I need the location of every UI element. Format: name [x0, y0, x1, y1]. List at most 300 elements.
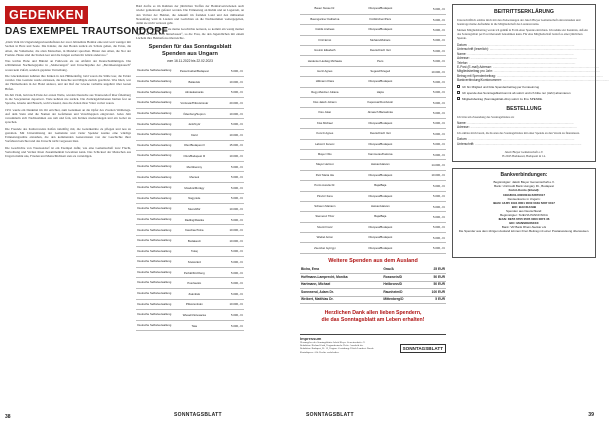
donation-amount: 5.000,- Ft — [216, 320, 244, 331]
donation-amount: 5.000,- Ft — [216, 257, 244, 268]
donation-place: Mittenberg/D — [382, 296, 420, 304]
donation-title — [136, 44, 244, 58]
donation-amount: 5.000,- Ft — [216, 246, 244, 257]
donation-amount: 5.000,- Ft — [411, 233, 446, 243]
declaration-text: Meinen Mitgliedsbeitrag werde ich gemäß in Form einer Spende entrichten. Ich nehme zur Kenntnis, daß ein das Sonntagsblatt per Post übersandt bekommen kann. Für eine Mitgliedschaft bedarf es einer jährlichen Spende. — [457, 28, 588, 40]
donation-row — [300, 160, 446, 170]
donation-row — [136, 108, 244, 119]
donation-amount: 5.000,- Ft — [411, 98, 446, 108]
donation-donor: Deutsche Selbstverwaltung — [136, 66, 173, 77]
donation-row — [136, 193, 244, 204]
donation-amount: 10.000,- Ft — [216, 108, 244, 119]
donation-place: Fünfkirchen/Pécs — [350, 14, 411, 24]
donation-place: Hajós — [350, 87, 411, 97]
donation-amount: 5.000,- Ft — [411, 222, 446, 232]
donation-amount: 5.000,- Ft — [216, 183, 244, 194]
donation-place: Perbál/Kirchberg — [173, 267, 216, 278]
form-field-line[interactable]: ........................................................................................................................ — [469, 125, 577, 130]
thanks-line: die das Sonntagsblatt am Leben erhalten! — [321, 316, 425, 323]
donation-row — [300, 129, 446, 139]
donation-donor: Deutsche Selbstverwaltung — [136, 98, 173, 109]
donation-donor: Deutsche Selbstverwaltung — [136, 204, 173, 215]
bank-line: 10918001-00000049-52870017 — [502, 192, 546, 197]
donation-place: Szekszárd — [173, 257, 216, 268]
article-paragraph: Bald durfte es im Rahmen der jährlichen Treffen der Heimatvertriebenen auch wieder gemeinsam gefeiert werden. Die Erinnerung an Ruhm und an Lagerzeit, an den Verlust der Heimat, die Ankunft im fremden Land und den mühsamen Neuanfang wird in Liedern und Gedichten an die Nachkommen weitergegeben, damit sie nicht verloren geht. — [136, 4, 244, 25]
donation-donor: Deutsche Selbstverwaltung — [136, 225, 173, 236]
donation-row — [300, 222, 446, 232]
order-fields — [457, 121, 591, 130]
donation-donor: Deutsche Selbstverwaltung — [136, 310, 173, 321]
checkbox-icon[interactable] — [457, 91, 460, 94]
bank-line: IBAN: DE55 6705 0505 0000 0873 36 — [498, 217, 550, 222]
donation-row — [300, 139, 446, 149]
donation-row — [300, 56, 446, 66]
donation-amount: 15.000,- Ft — [216, 140, 244, 151]
donation-amount: 5.000,- Ft — [216, 193, 244, 204]
form-field-line[interactable]: ........................................................................................................................ — [466, 51, 574, 56]
donation-amount: 5.000,- Ft — [411, 14, 446, 24]
donation-donor: Kiss Jolan — [300, 108, 350, 118]
donation-place: Kaschau/Tolna — [173, 225, 216, 236]
donation-amount: 14.000,- Ft — [411, 160, 446, 170]
donation-donor: Baumgartner Katharina — [300, 14, 350, 24]
donation-row — [136, 246, 244, 257]
donation-place: Ofen/Budapest II — [173, 140, 216, 151]
donation-place: Baja/Baja — [350, 181, 411, 191]
donation-amount: 10.000,- Ft — [216, 130, 244, 141]
order-text: Ich erkläre mich bereit, die Kosten des Sonntagsblattes mit einer Spende an den Verein zu finanzieren. — [457, 131, 580, 136]
donation-place: Vörösvár/Pilisvörösvár — [173, 98, 216, 109]
bank-line: Bank: UniCredit Bank Hungary Rt., Budapest — [494, 184, 554, 189]
donation-amount: 5.000,- Ft — [411, 25, 446, 35]
form-field-line[interactable]: ........................................................................................................................ — [467, 137, 575, 142]
donation-row — [300, 181, 446, 191]
donation-amount: 5.000,- Ft — [216, 119, 244, 130]
thanks-line: Herzlichen Dank allen lieben Spendern, — [324, 310, 422, 317]
declaration-text: Unterschriftlich erkläre mich mit den Zielsetzungen der Jakob Bleyer Gemeinschaft einverstanden und beantrage meine Aufnahme in die Mitgliedschaft des Landesvereins. — [457, 18, 581, 26]
donation-amount: 10.000,- Ft — [216, 236, 244, 247]
donation-row — [300, 77, 446, 87]
donation-amount: 5.000,- Ft — [411, 118, 446, 128]
donation-amount: 25 EUR — [420, 266, 446, 274]
bank-line: Begünstigter: Jakob Bleyer Gemeinschaft e.V. — [493, 180, 555, 185]
form-field[interactable] — [457, 125, 591, 129]
donation-place: Wiesel/Vértesacsa — [173, 310, 216, 321]
article-paragraph: Die Geschichte von Trautsondorf ist ein Exempel dafür, wie eine Gemeinschaft trotz Flucht, Vertreibung und Verlust ihren Zusammenhalt bewahren kann. Das Schicksal der Menschen aus Ungarn mahnt uns, Frieden und Menschlichkeit stets zu verteidigen. — [5, 145, 131, 158]
donation-place: Nagyréde — [173, 193, 216, 204]
donation-amount: 10.000,- Ft — [216, 204, 244, 215]
donation-place: Ofenpest/Budapest — [350, 25, 411, 35]
donation-amount: 5.000,- Ft — [411, 129, 446, 139]
donation-donor: Hertz Agnes — [300, 66, 350, 76]
donation-title-line: Spenden für das Sonntagsblatt — [148, 44, 232, 50]
option-label: Mitgliedsbeitrag (Sonntagsblatt-Abo) sofort zu Ihre SPENDE. — [462, 96, 543, 101]
bank-details — [452, 168, 596, 258]
form-field-label: Adresse: — [457, 56, 470, 61]
bank-title: Bankverbindungen: — [500, 172, 548, 179]
donation-amount: 5 EUR — [420, 296, 446, 304]
donation-row — [136, 214, 244, 225]
donation-donor: Deutsche Selbstverwaltung — [136, 288, 173, 299]
impressum-logo-block — [376, 337, 446, 355]
donation-donor: Deutsche Selbstverwaltung — [136, 161, 173, 172]
bank-lines — [457, 180, 591, 233]
donation-row — [300, 170, 446, 180]
impressum-body: Herausgeber des Sonntagsblatts: Jakob Bleyer Gemeinschaft e.V. Redaktion: Richard Guth, Ungarndeutsche Hefte. Anschrift der Redaktion: Budapest, Pf. 12, Ungarn. Gestaltung: Ulrich Lambert. Druck: Kontaktpress. Alle Rechte vorbehalten. — [300, 340, 374, 354]
bank-line: BIC: MANSDE66XXX — [509, 221, 539, 226]
donation-place: Hatvan/Hatvan — [350, 201, 411, 211]
donation-amount: 10.000,- Ft — [216, 151, 244, 162]
donation-donor: Heidenier Hedwig Michaela — [300, 56, 350, 66]
donation-donor: Bicha, Erna — [300, 266, 382, 274]
form-field-label: E-Post (E-mail) Adresse: — [457, 65, 492, 70]
donation-row — [136, 130, 244, 141]
donation-amount: 5.000,- Ft — [411, 201, 446, 211]
form-field-label: Name: — [457, 51, 467, 56]
donation-donor: Deutsche Selbstverwaltung — [136, 193, 173, 204]
donation-row — [136, 151, 244, 162]
donation-row — [136, 77, 244, 88]
donation-amount: 50 EUR — [420, 273, 446, 281]
donation-place: Pesterzsébet/Budapest — [173, 66, 216, 77]
option-checkbox[interactable] — [457, 91, 591, 95]
order-title: BESTELLUNG — [506, 105, 542, 112]
form-field-label: Unterschrift: — [457, 141, 475, 146]
donation-donor: Hoffmann-Lamprecht, Monika — [300, 273, 382, 281]
donation-row — [136, 310, 244, 321]
donation-amount: 5.000,- Ft — [411, 108, 446, 118]
donation-row — [300, 296, 446, 304]
donation-place: Tokaj — [173, 246, 216, 257]
donation-place: Mohács/Mohács — [350, 35, 411, 45]
form-field-label: Adresse: — [457, 125, 470, 130]
donation-amount: 5.000,- Ft — [411, 212, 446, 222]
donation-amount: 5.000,- Ft — [411, 149, 446, 159]
donation-donor: Hartmann, Michael — [300, 281, 382, 289]
donation-donor: Deutsche Selbstverwaltung — [136, 77, 173, 88]
association-address: Jakob Bleyer Gemeinschaft e.V. H-2045 Budakeszi, Budapesti út 14. — [502, 150, 546, 159]
donation-row — [300, 14, 446, 24]
donation-place: Jerk/Győr — [173, 119, 216, 130]
donation-row — [300, 212, 446, 222]
bank-line: Spenden aus Deutschland: — [505, 208, 543, 213]
donation-donor: Deutsche Selbstverwaltung — [136, 108, 173, 119]
donation-amount: 5.000,- Ft — [216, 288, 244, 299]
donation-place: Kázd — [173, 130, 216, 141]
checkbox-icon[interactable] — [457, 97, 460, 100]
option-checkbox[interactable] — [457, 97, 591, 101]
donation-place: Hatvan/Hatvan — [350, 160, 411, 170]
donation-row — [300, 46, 446, 56]
form-field-label: Datum: — [457, 43, 468, 47]
donation-period: vom 16.11.2022 bis 22.02.2023 — [167, 59, 213, 63]
declaration-fields — [457, 43, 609, 83]
abroad-title: Weitere Spenden aus dem Ausland — [328, 257, 418, 264]
donation-row — [300, 201, 446, 211]
donation-donor: Kiss Jakob Johann — [300, 98, 350, 108]
donation-amount: 5.000,- Ft — [411, 56, 446, 66]
donation-row — [136, 278, 244, 289]
donation-row — [136, 236, 244, 247]
donation-row — [300, 108, 446, 118]
article-headline: DAS EXEMPEL TRAUTSONDORF — [5, 26, 168, 37]
order-fields — [457, 137, 591, 146]
footer-masthead: SONNTAGSBLATT — [174, 412, 222, 418]
article-paragraph: Die Freunde des Kulturvereins halfen tatkräftig mit, die Gedenkstätte zu pflegen und neu zu gestalten. Mit Unterstützung der Gemeinde und vieler Spender konnte eine würdige Erinnerungsstätte entstehen, die den kommenden Generationen von der Geschichte ihrer Vorfahren berichtet und das Unrecht nicht vergessen lässt. — [5, 126, 131, 144]
footer-masthead: SONNTAGSBLATT — [306, 412, 354, 418]
impressum — [300, 334, 446, 355]
donation-subtitle-line: Spenden aus Ungarn — [162, 51, 218, 57]
donation-place: Ofenpest/Budapest — [350, 118, 411, 128]
donation-column-individuals — [300, 4, 446, 420]
donation-row — [136, 225, 244, 236]
donation-amount: 5.000,- Ft — [411, 243, 446, 253]
donation-amount: 50 EUR — [420, 281, 446, 289]
donation-donor: Deutsche Selbstverwaltung — [136, 130, 173, 141]
form-field-label: Datum: — [457, 137, 468, 142]
donation-donor: Laborcz Ferenc — [300, 139, 350, 149]
impressum-label: Impressum — [300, 335, 322, 341]
donation-place: Ofenpest/Budapest — [350, 77, 411, 87]
donation-row — [300, 98, 446, 108]
donation-place: Budakeszi — [173, 236, 216, 247]
donation-row — [300, 35, 446, 45]
donation-amount: 10.000,- Ft — [216, 77, 244, 88]
donation-row — [300, 273, 446, 281]
donation-amount: 5.000,- Ft — [411, 181, 446, 191]
option-label: Ich bin Mitglied und bitte Spendenbeitrag per Kontoeinzug — [462, 84, 540, 89]
donation-donor: Deutsche Selbstverwaltung — [136, 257, 173, 268]
form-field[interactable] — [457, 142, 591, 146]
form-field-line[interactable]: ........................................................................................................................ — [501, 78, 609, 83]
donation-row — [136, 172, 244, 183]
donation-place: Ofenpest/Budapest — [350, 222, 411, 232]
donation-amount: 5.000,- Ft — [216, 172, 244, 183]
form-field-label: Betrag mit Spendenbeitrag: — [457, 73, 496, 78]
donation-donor: Deutsche Selbstverwaltung — [136, 87, 173, 98]
form-field-label: Telefon: — [457, 60, 469, 65]
donation-amount: 5.000,- Ft — [411, 87, 446, 97]
bank-line: Bank: VR Bank Rhein-Neckar eG — [501, 225, 547, 230]
donation-table — [300, 4, 446, 254]
donation-donor: Mayer Helmut — [300, 160, 350, 170]
form-field-line[interactable]: ........................................................................................................................ — [469, 56, 577, 61]
donation-donor: Wiebel Anton — [300, 233, 350, 243]
donation-place: Graz/A — [382, 266, 420, 274]
donation-place: Mecsek — [173, 172, 216, 183]
donation-place: Baja/Baja — [350, 212, 411, 222]
donation-place: Pécs — [350, 56, 411, 66]
sonntagsblatt-logo: SONNTAGSBLATT — [400, 344, 446, 353]
donation-donor: Mayer Otto — [300, 149, 350, 159]
donation-donor: Porcs Aurelie Dr. — [300, 181, 350, 191]
membership-column — [452, 4, 609, 420]
donation-amount: 10.000,- Ft — [411, 170, 446, 180]
donation-place: Raunheim/D — [382, 289, 420, 297]
donation-place: Mezőberény — [173, 161, 216, 172]
form-field-line[interactable]: ........................................................................................................................ — [466, 120, 574, 125]
checkbox-icon[interactable] — [457, 85, 460, 88]
form-field-label: Name: — [457, 120, 467, 125]
donation-place: Ödenburg/Sopron — [173, 108, 216, 119]
donation-amount: 5.000,- Ft — [216, 87, 244, 98]
page-number: 38 — [5, 414, 11, 420]
bank-line: IBAN: HU65 1091 8001 0000 0049 5287 0017 — [493, 200, 555, 205]
donation-donor: Bauer Nusse Dr. — [300, 4, 350, 14]
donation-row — [136, 87, 244, 98]
donation-donor: Kiss Michael — [300, 118, 350, 128]
donation-amount: 5.000,- Ft — [411, 46, 446, 56]
donation-row — [136, 140, 244, 151]
donation-donor: Deutsche Selbstverwaltung — [136, 246, 173, 257]
donation-row — [300, 233, 446, 243]
donation-place: Kammerau/Kalocsa — [350, 149, 411, 159]
donation-donor: Weibert, Matthias Dr. — [300, 296, 382, 304]
donation-amount: 5.000,- Ft — [411, 35, 446, 45]
donation-donor: Deutsche Selbstverwaltung — [136, 119, 173, 130]
donation-row — [136, 204, 244, 215]
form-field-line[interactable]: ........................................................................................................................ — [492, 69, 600, 74]
bank-line: Forint-Konto (Inland): — [508, 188, 540, 193]
donation-donor: Deutsche Selbstverwaltung — [136, 278, 173, 289]
donation-place: Radling/Ratóka — [173, 214, 216, 225]
donation-donor: Sonnwend, Adam Dr. — [300, 289, 382, 297]
donation-place: Ofenpest/Budapest — [350, 191, 411, 201]
donation-amount: 5.000,- Ft — [411, 77, 446, 87]
bank-line: Devisenkonto in Ungarn: — [507, 196, 541, 201]
donation-amount: 5.000,- Ft — [216, 214, 244, 225]
option-label: Ich spende das Sonntagsblatt kommt ab sofort und ich bitte nur (Jahr) abonnieren — [462, 90, 571, 95]
donation-row — [300, 87, 446, 97]
form-field-line[interactable]: ........................................................................................................................ — [488, 47, 597, 52]
donation-donor: Fritz Ernst — [300, 35, 350, 45]
donation-row — [136, 257, 244, 268]
donation-place: Almáskamarás — [173, 87, 216, 98]
donation-place: Bátaszék — [173, 77, 216, 88]
donation-place: Tata — [173, 320, 216, 331]
form-field-line[interactable]: ........................................................................................................................ — [474, 141, 582, 146]
donation-row — [300, 191, 446, 201]
donation-row — [136, 98, 244, 109]
donation-place: Pusztavám — [173, 278, 216, 289]
donation-amount: 5.000,- Ft — [216, 310, 244, 321]
declaration-title: BEITRITTSERKLÄRUNG — [494, 9, 554, 15]
thanks-message — [300, 310, 446, 323]
article-paragraph: Die Gluckshennen nahmen ihre Küken in den Hühnerkäfig, bald waren die Ställe leer, die Felder verödet. Das Gesinde wurde entlassen, die Knechte und Mägde zurück geschickt. Was blieb, war der Heimatboden in der Hand anderer, und der Ruf der Glocke verhallte ungehört über leeren Höfen. — [5, 73, 131, 91]
donation-donor: Konczi Agnes — [300, 129, 350, 139]
bank-line: BIC: BACXHUHB — [511, 204, 537, 209]
donation-amount: 5.000,- Ft — [216, 278, 244, 289]
page-number: 39 — [588, 412, 594, 418]
donation-donor: Deutsche Selbstverwaltung — [136, 172, 173, 183]
donation-place: Ofenpest/Budapest — [350, 4, 411, 14]
donation-column-hungary — [136, 4, 244, 420]
donation-row — [300, 25, 446, 35]
donation-row — [300, 149, 446, 159]
donation-place: Almasch Bácsalmás — [350, 108, 411, 118]
form-field-line[interactable]: ........................................................................................................................ — [467, 43, 575, 47]
donation-place: Mosdós/Mórágy — [173, 183, 216, 194]
donation-amount: 20.000,- Ft — [216, 98, 244, 109]
donation-row — [136, 320, 244, 331]
donation-place: Mecs/Mör — [173, 204, 216, 215]
donation-place: Heilbronn/D — [382, 281, 420, 289]
article-paragraph: 1951 wurde ein Denkmal im Ort errichtet, zum Gedenken an die Opfer des Zweiten Weltkriegs. Auf dem Stein sind die Namen der Gefallenen und Verschleppten eingraviert. Jedes Jahr versammeln sich Nachkommen aus nah und fern, um Kränze niederzulegen und ein Gebet zu sprechen. — [5, 107, 131, 125]
donation-row — [136, 299, 244, 310]
donation-amount: 10.000,- Ft — [216, 225, 244, 236]
donation-donor: Deutsche Selbstverwaltung — [136, 214, 173, 225]
form-field-line[interactable]: ........................................................................................................................ — [495, 73, 603, 78]
article-body — [5, 40, 131, 158]
donation-place: Deutschisch Veit — [350, 46, 411, 56]
donation-donor: Csiklis Andreas — [300, 25, 350, 35]
article-paragraph: „Dabei ist es nicht, dass sie meine Geschichte notieren, so kommt ein wenig meiner Spuren in dieser Welt hinterlassen“, so die Frau, die den Jugendlichen mit einem Lächeln ihre Heimatfotos überreichte. — [136, 27, 244, 40]
abroad-table — [300, 266, 446, 304]
donation-row — [136, 119, 244, 130]
donation-row — [136, 183, 244, 194]
membership-form — [452, 4, 609, 162]
donation-amount: 5.000,- Ft — [216, 161, 244, 172]
donation-donor: Zsembet Györgyi — [300, 243, 350, 253]
donation-amount: 10.000,- Ft — [216, 299, 244, 310]
form-field-line[interactable]: ........................................................................................................................ — [468, 60, 576, 65]
donation-donor: Schaum Mariann — [300, 201, 350, 211]
donation-donor: Deutsche Selbstverwaltung — [136, 151, 173, 162]
donation-row — [136, 288, 244, 299]
donation-donor: Deutsche Selbstverwaltung — [136, 140, 173, 151]
form-field-label: Mitgliedsbeitrag pro Jahr: — [457, 69, 493, 74]
donation-place: Ofenpest/Budapest — [350, 243, 411, 253]
donation-place: Rosswein/D — [382, 273, 420, 281]
donation-place: Segesd/Szeged — [350, 66, 411, 76]
article-paragraph: „Dem Volk im Ungarlandgewissenhaftsten der zwei Jahrzehnte Heimat eine und weit weniger mit Sachen in Herz und Seele. Die Kinder, die den Boden zurück als Schule gehen, die Ernte, die Alten, die Volkslieder, die alten Menschen, in Mundart sprechen. Hinter den Alten, die Not der Fremde. Heute sind die Stuben leer und die Jungen suchen ihr Glück anderswo.“ — [5, 40, 131, 57]
donation-row — [300, 266, 446, 274]
donation-row — [136, 267, 244, 278]
donation-donor: Pinvicz Ilona — [300, 191, 350, 201]
donation-donor: Deutsche Selbstverwaltung — [136, 299, 173, 310]
donation-amount: 10.000,- Ft — [411, 66, 446, 76]
donation-place: Ofenpest/Budapest — [350, 139, 411, 149]
donation-place: Pilisszentiván — [173, 299, 216, 310]
form-field-label: Bankverbindung/Kontonummer: — [457, 78, 502, 83]
donation-amount: 100 EUR — [420, 289, 446, 297]
donation-donor: Deutsche Selbstverwaltung — [136, 267, 173, 278]
article-paragraph: Im Juli 1944, bald nach Ende der ersten Welle, wurden Deutsche aus Trautsondorf über Ödenburg in die Sowjetunion deportiert. Viele kehrten nie zurück. Die Zurückgebliebenen hielten fest an Sprache, Glaube und Brauch, wohl wissend, dass die Zeiten ihrer Väter vorbei waren. — [5, 92, 131, 106]
option-checkbox[interactable] — [457, 85, 591, 89]
form-field-label: Unterschrift (leserlich): — [457, 47, 489, 52]
bank-line: Begünstigter: SUEVIA PANNONICA — [500, 213, 548, 218]
donation-donor: Petz Maria Ida — [300, 170, 350, 180]
donation-row — [136, 66, 244, 77]
article-continuation — [136, 4, 244, 40]
donation-row — [300, 289, 446, 297]
donation-donor: Greinin Elisabeth — [300, 46, 350, 56]
donation-amount: 5.000,- Ft — [411, 139, 446, 149]
donation-place: Ofen/Budapest III — [173, 151, 216, 162]
donation-amount: 5.000,- Ft — [411, 4, 446, 14]
donation-amount: 5.000,- Ft — [216, 66, 244, 77]
donation-donor: Deutsche Selbstverwaltung — [136, 320, 173, 331]
form-field[interactable] — [457, 78, 609, 83]
donation-row — [300, 66, 446, 76]
order-text: Ich bitte um Zusendung des Sonntagsblattes an: — [457, 114, 515, 119]
donation-place: Ofenpest/Budapest — [350, 233, 411, 243]
donation-donor: Regy-Meidner Juliana — [300, 87, 350, 97]
form-field-line[interactable]: ........................................................................................................................ — [491, 65, 600, 70]
donation-place: Kaposvar/Dombóvár — [350, 98, 411, 108]
donation-amount: 5.000,- Ft — [216, 267, 244, 278]
impressum-text-block — [300, 337, 374, 355]
